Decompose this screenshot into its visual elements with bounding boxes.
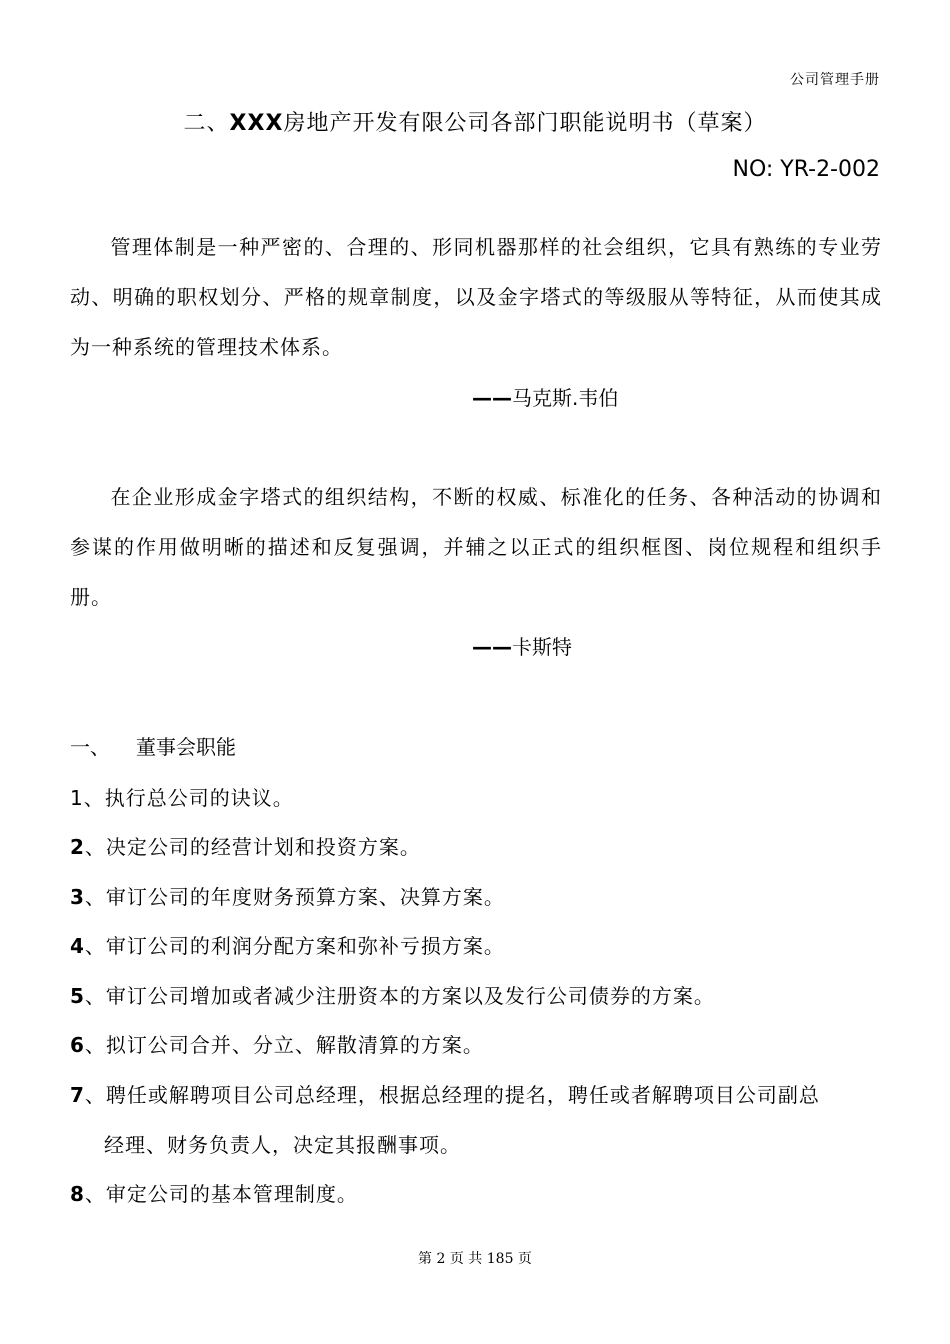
item-number: 8 (70, 1182, 85, 1206)
document-title (0, 106, 950, 137)
item-number: 6 (70, 1033, 85, 1057)
page-header: 公司管理手册 (790, 72, 880, 88)
item-text: 、审订公司的年度财务预算方案、决算方案。 (84, 885, 505, 909)
item-text: 、审订公司增加或者减少注册资本的方案以及发行公司债券的方案。 (84, 984, 715, 1008)
title-rest: 房地产开发有限公司各部门职能说明书（草案） (283, 111, 767, 136)
page-footer: 第 2 页 共 185 页 (418, 1251, 532, 1267)
list-item (70, 831, 421, 860)
title-company-placeholder: XXX (229, 111, 284, 136)
title-prefix: 二、 (183, 111, 230, 136)
list-item (70, 881, 505, 910)
attribution-dash-2: —— (472, 635, 512, 659)
attribution-dash-1: —— (472, 386, 512, 410)
item-text: 、拟订公司合并、分立、解散清算的方案。 (84, 1033, 484, 1057)
quote-attribution-2 (472, 631, 572, 660)
quote-paragraph-1 (70, 222, 882, 372)
item-text: 、执行总公司的诀议。 (83, 786, 294, 810)
item-text: 、聘任或解聘项目公司总经理，根据总经理的提名，聘任或者解聘项目公司副总 (84, 1083, 820, 1107)
item-number: 5 (70, 984, 85, 1008)
attribution-author-1: 马克斯.韦伯 (512, 386, 619, 410)
document-number: NO: YR-2-002 (732, 157, 880, 182)
attribution-author-2: 卡斯特 (512, 635, 572, 659)
item-number: 1 (70, 786, 84, 810)
item-number: 4 (70, 934, 85, 958)
quote-text-1: 管理体制是一种严密的、合理的、形同机器那样的社会组织，它具有熟练的专业劳动、明确的职权划分、严格的规章制度，以及金字塔式的等级服从等特征，从而使其成为一种系统的管理技术体系。 (70, 235, 882, 359)
list-item (70, 930, 505, 959)
item-text: 、审定公司的基本管理制度。 (84, 1182, 358, 1206)
list-item (70, 782, 294, 811)
item-number: 3 (70, 885, 85, 909)
list-item (70, 980, 715, 1009)
quote-text-2: 在企业形成金字塔式的组织结构，不断的权威、标准化的任务、各种活动的协调和参谋的作用做明晰的描述和反复强调，并辅之以正式的组织框图、岗位规程和组织手册。 (70, 485, 882, 609)
section-heading (70, 731, 236, 760)
section-number: 一、 (70, 735, 110, 759)
section-title: 董事会职能 (136, 735, 236, 759)
item-text: 、决定公司的经营计划和投资方案。 (84, 835, 421, 859)
item-text: 、审订公司的利润分配方案和弥补亏损方案。 (84, 934, 505, 958)
quote-attribution-1 (472, 382, 618, 411)
list-item-continuation: 经理、财务负责人，决定其报酬事项。 (104, 1133, 461, 1157)
list-item (70, 1079, 820, 1108)
item-number: 7 (70, 1083, 85, 1107)
item-number: 2 (70, 835, 85, 859)
quote-paragraph-2 (70, 472, 882, 622)
list-item (70, 1178, 358, 1207)
list-item (70, 1029, 484, 1058)
